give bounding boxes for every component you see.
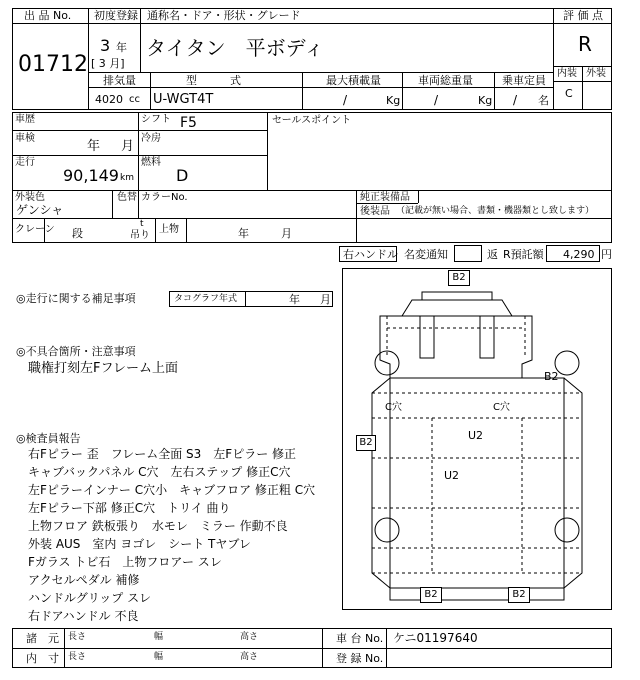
divider (138, 190, 139, 218)
wheel-rear-left (375, 518, 399, 542)
inspector-line: キャブバックパネル C穴 左右ステップ 修正C穴 (28, 465, 291, 479)
damage-tag: B2 (420, 587, 442, 603)
cab-windshield (422, 292, 492, 300)
length-label: 長さ (68, 652, 87, 662)
name-change-box (454, 245, 482, 262)
shift-value: F5 (180, 115, 197, 131)
cab-outline (380, 316, 532, 378)
divider (64, 628, 65, 668)
year-unit: 年 (116, 41, 127, 54)
inspector-line: 左Fピラーインナー C穴小 キャブフロア 修正粗 C穴 (28, 483, 316, 497)
loading-year: 年 (238, 227, 249, 240)
displacement-label: 排気量 (103, 74, 136, 87)
first-reg-month: [ 3 月] (91, 57, 125, 70)
bed-tail (390, 588, 564, 600)
score-value: R (578, 32, 592, 56)
interior-grade: C (565, 87, 573, 100)
divider (12, 23, 88, 24)
supplement-label: ◎走行に関する補足事項 (16, 292, 136, 305)
wheel-rear-right (555, 518, 579, 542)
damage-tag: B2 (448, 270, 470, 286)
yen-unit: 円 (601, 248, 612, 261)
inner-size-row-label: 内 寸 (26, 652, 59, 665)
refund-label: 返 (487, 248, 498, 261)
max-load-label: 最大積載量 (326, 74, 381, 87)
crane-ton-unit: t (140, 219, 144, 229)
divider (88, 87, 553, 88)
defects-text: 職権打刻左Fフレーム上面 (28, 361, 178, 376)
mileage-unit: km (120, 173, 134, 183)
divider (356, 203, 418, 204)
divider (245, 291, 246, 307)
divider (186, 218, 187, 243)
cab-dash (387, 316, 525, 356)
divider (553, 81, 612, 82)
exterior-label: 外装 (586, 68, 606, 79)
gross-weight-value: / (434, 93, 439, 107)
gross-weight-label: 車両総重量 (418, 74, 473, 87)
divider (140, 8, 141, 72)
recycle-amount: 4,290 (563, 248, 595, 261)
damage-label-hole: C穴 (385, 402, 402, 413)
width-label: 幅 (154, 632, 164, 642)
fuel-value: D (176, 166, 189, 185)
inspector-line: Fガラス トビ石 上物フロアー スレ (28, 555, 222, 569)
interior-label: 内装 (557, 68, 577, 79)
divider (418, 190, 419, 203)
divider (386, 628, 387, 668)
damage-label-u2: U2 (468, 429, 484, 442)
inspector-line: 上物フロア 鉄板張り 水モレ ミラー 作動不良 (28, 519, 288, 533)
inspector-line: ハンドルグリップ スレ (28, 591, 152, 605)
inspector-line: 右ドアハンドル 不良 (28, 609, 139, 623)
inspection-year: 年 (87, 139, 101, 154)
inspection-month: 月 (121, 139, 135, 154)
sales-points-label: セールスポイント (272, 115, 352, 126)
recycle-label: R預託額 (503, 248, 544, 261)
displacement-unit: cc (129, 94, 140, 105)
divider (582, 66, 583, 110)
history-label: 車歴 (15, 114, 35, 125)
damage-label-b2: B2 (544, 370, 559, 383)
damage-label-u2: U2 (444, 469, 460, 482)
divider (322, 628, 323, 668)
capacity-label: 乗車定員 (502, 74, 546, 87)
inspector-label: ◎検査員報告 (16, 432, 81, 445)
loading-month: 月 (281, 227, 292, 240)
crane-label: クレーン (15, 224, 55, 235)
first-reg-label: 初度登録 (94, 9, 138, 22)
kg-unit: Kg (478, 94, 493, 107)
first-reg-year: 3 (100, 36, 111, 55)
divider (12, 155, 267, 156)
defects-label: ◎不具合箇所・注意事項 (16, 345, 136, 358)
genuine-equipment-label: 純正装備品 (360, 192, 410, 203)
divider (155, 218, 156, 243)
specs-row-label: 諸 元 (26, 632, 59, 645)
divider (12, 648, 612, 649)
displacement-value: 4020 (95, 93, 123, 106)
name-change-label: 名変通知 (404, 248, 448, 261)
model-label: 型 式 (186, 74, 241, 87)
height-label: 高さ (240, 632, 259, 642)
bed-dash (372, 393, 582, 573)
wheel-front-right (555, 351, 579, 375)
divider (138, 112, 139, 190)
inspector-line: アクセルペダル 補修 (28, 573, 140, 587)
divider (402, 72, 403, 110)
damage-label-hole: C穴 (493, 402, 510, 413)
divider (12, 190, 612, 191)
score-label: 評 価 点 (563, 9, 603, 22)
aftermarket-note: （記載が無い場合、書類・機器類とし致します） (396, 206, 595, 216)
bed-gates (372, 378, 582, 588)
loading-label: 上物 (159, 224, 179, 235)
divider (150, 72, 151, 110)
width-label: 幅 (154, 652, 164, 662)
damage-tag: B2 (356, 435, 376, 451)
color-no-label: 色替 (117, 192, 137, 203)
lot-number: 01712 (18, 52, 88, 77)
divider (88, 72, 553, 73)
divider (553, 23, 612, 24)
inspector-line: 外装 AUS 室内 ヨゴレ シート Tヤブレ (28, 537, 251, 551)
inspector-line: 右Fピラー 歪 フレーム全面 S3 左Fピラー 修正 (28, 447, 297, 461)
max-load-value: / (343, 93, 348, 107)
lot-label: 出 品 No. (24, 9, 72, 22)
mileage-label: 走行 (15, 157, 35, 168)
tachograph-year: 年 (289, 293, 300, 306)
damage-tag: B2 (508, 587, 530, 603)
divider (88, 23, 553, 24)
bed-outline (390, 378, 564, 588)
kg-unit: Kg (386, 94, 401, 107)
tachograph-label: タコグラフ年式 (174, 294, 238, 304)
person-unit: 名 (538, 94, 549, 107)
mileage-value: 90,149 (63, 166, 119, 185)
aftermarket-label: 後装品 (360, 206, 390, 217)
length-label: 長さ (68, 632, 87, 642)
inspection-label: 車検 (15, 133, 35, 144)
vehicle-name: タイタン 平ボディ (146, 36, 324, 60)
color-code-label: カラーNo. (141, 192, 188, 203)
crane-stage-unit: 段 (72, 227, 83, 240)
cab-inner (420, 316, 494, 358)
divider (494, 72, 495, 110)
divider (356, 190, 357, 243)
divider (302, 72, 303, 110)
right-hand-label: 右ハンドル (343, 248, 398, 261)
model-value: U-WGT4T (153, 92, 214, 107)
divider (12, 130, 267, 131)
divider (267, 112, 268, 190)
divider (12, 218, 612, 219)
registration-label: 登 録 No. (336, 652, 384, 665)
divider (112, 190, 113, 218)
height-label: 高さ (240, 652, 259, 662)
inspector-line: 左Fピラー下部 修正C穴 トリイ 曲り (28, 501, 231, 515)
cab-roof (402, 300, 512, 316)
fuel-label: 燃料 (141, 157, 161, 168)
tachograph-month: 月 (320, 293, 331, 306)
shift-label: シフト (141, 114, 171, 125)
vehicle-name-label: 通称名・ドア・形状・グレード (147, 9, 301, 22)
capacity-value: / (513, 93, 518, 107)
color-value: ゲンシャ (16, 203, 64, 217)
chassis-label: 車 台 No. (336, 632, 384, 645)
color-label: 外装色 (15, 192, 45, 203)
ac-label: 冷房 (141, 133, 161, 144)
chassis-number: ケニ01197640 (393, 631, 478, 645)
crane-lift-unit: 吊り (130, 230, 150, 241)
